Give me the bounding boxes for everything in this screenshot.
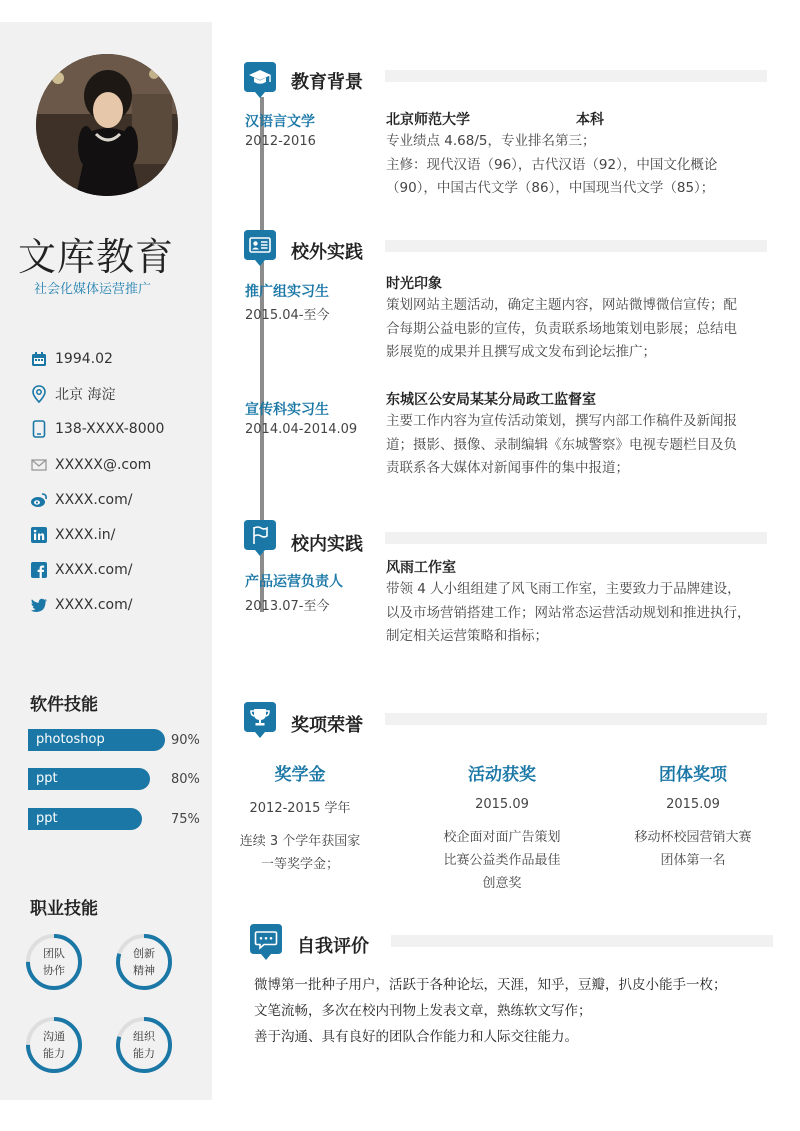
education-period: 2012-2016 [245, 134, 316, 149]
section-divider [391, 935, 773, 947]
contact-weibo [30, 489, 205, 511]
trophy-icon [244, 702, 276, 734]
facebook-icon [30, 561, 48, 579]
entry-position: 推广组实习生 [245, 284, 329, 300]
flag-icon [244, 520, 276, 552]
contact-text: 138-XXXX-8000 [55, 421, 165, 437]
skill-percent: 90% [171, 733, 200, 748]
entry-org: 风雨工作室 [386, 560, 456, 576]
text-line: 一等奖学金； [260, 857, 339, 872]
award-period: 2015.09 [475, 797, 529, 812]
ring-label: 创新 [133, 947, 155, 960]
candidate-name: 文库教育 [18, 235, 175, 279]
entry-position: 宣传科实习生 [245, 402, 329, 418]
ring-label: 团队 [43, 947, 65, 960]
contact-text: XXXX.in/ [55, 527, 116, 543]
ring-label: 精神 [133, 964, 155, 977]
entry-period: 2015.04-至今 [245, 308, 330, 323]
linkedin-icon [30, 526, 48, 544]
section-divider [385, 713, 767, 725]
section-divider [385, 70, 767, 82]
text-line: 影展览的成果并且撰写成文发布到论坛推广； [386, 344, 656, 360]
entry-details [386, 410, 737, 481]
skill-bar: photoshop [28, 729, 165, 751]
contact-text: 北京 海淀 [55, 387, 116, 403]
education-details [386, 130, 717, 201]
contact-text: XXXX.com/ [55, 492, 133, 508]
skill-ring [25, 1016, 83, 1074]
education-school: 北京师范大学 [386, 112, 470, 128]
award-period: 2015.09 [666, 797, 720, 812]
contact-linkedin [30, 524, 205, 546]
contact-email [30, 454, 205, 476]
ring-label: 能力 [133, 1047, 155, 1060]
contact-phone [30, 418, 205, 440]
section-title-external: 校外实践 [291, 242, 363, 263]
ring-label: 沟通 [43, 1030, 65, 1043]
ring-label: 协作 [43, 964, 65, 977]
award-desc [225, 830, 375, 876]
weibo-icon [30, 491, 48, 509]
sidebar [0, 22, 212, 1100]
twitter-icon [30, 596, 48, 614]
professional-skills-heading: 职业技能 [30, 899, 98, 919]
contact-text: 1994.02 [55, 351, 113, 367]
self-eval-text [254, 972, 727, 1050]
text-line: 道；摄影、摄像、录制编辑《东城警察》电视专题栏目及负 [386, 436, 737, 453]
contact-text: XXXXX@.com [55, 457, 152, 473]
entry-org: 时光印象 [386, 276, 442, 292]
text-line: 合每期公益电影的宣传，负责联系场地策划电影展；总结电 [386, 320, 737, 337]
skill-ring [25, 933, 83, 991]
skill-ring [115, 933, 173, 991]
mobile-phone-icon [30, 420, 48, 438]
ring-label: 组织 [133, 1030, 155, 1043]
text-line: 比赛公益类作品最佳 [443, 853, 561, 868]
text-line: 微博第一批种子用户，活跃于各种论坛，天涯，知乎，豆瓣，扒皮小能手一枚； [254, 977, 727, 993]
candidate-role: 社会化媒体运营推广 [34, 282, 152, 297]
calendar-icon [30, 350, 48, 368]
contact-birthdate [30, 348, 205, 370]
entry-details [386, 294, 737, 365]
award-item [225, 760, 375, 876]
contact-text: XXXX.com/ [55, 597, 133, 613]
software-skills-heading: 软件技能 [30, 695, 98, 715]
award-name: 活动获奖 [468, 765, 536, 785]
skill-percent: 80% [171, 772, 200, 787]
entry-position: 产品运营负责人 [245, 574, 343, 590]
entry-details [386, 578, 751, 649]
award-period: 2012-2015 学年 [249, 801, 351, 816]
text-line: 责联系各大媒体对新闻事件的集中报道； [386, 460, 629, 476]
contact-text: XXXX.com/ [55, 562, 133, 578]
id-card-icon [244, 230, 276, 262]
entry-period: 2013.07-至今 [245, 599, 330, 614]
text-line: 善于沟通、具有良好的团队合作能力和人际交往能力。 [254, 1029, 578, 1045]
skill-bar: ppt [28, 808, 142, 830]
award-item [427, 760, 577, 895]
section-title-awards: 奖项荣誉 [291, 715, 363, 736]
text-line: 策划网站主题活动，确定主题内容，网站微博微信宣传；配 [386, 297, 737, 313]
award-name: 奖学金 [274, 765, 326, 785]
skill-bar-row [28, 808, 208, 830]
text-line: （90），中国古代文学（86），中国现当代文学（85）； [386, 180, 715, 196]
ring-label: 能力 [43, 1047, 65, 1060]
section-title-self-eval: 自我评价 [297, 936, 369, 957]
entry-org: 东城区公安局某某分局政工监督室 [386, 392, 596, 408]
text-line: 连续 3 个学年获国家 [239, 834, 361, 849]
skill-ring [115, 1016, 173, 1074]
chat-bubble-icon [250, 924, 282, 956]
award-desc [427, 826, 577, 895]
section-title-education: 教育背景 [291, 72, 363, 93]
education-degree: 本科 [576, 112, 604, 128]
section-title-campus: 校内实践 [291, 534, 363, 555]
text-line: 以及市场营销搭建工作；网站常态运营活动规划和推进执行， [386, 604, 751, 621]
text-line: 制定相关运营策略和指标； [386, 628, 548, 644]
skill-bar: ppt [28, 768, 150, 790]
section-divider [385, 532, 767, 544]
text-line: 创意奖 [482, 876, 522, 891]
graduation-cap-icon [244, 62, 276, 94]
profile-photo [36, 54, 178, 196]
text-line: 文笔流畅，多次在校内刊物上发表文章，熟练软文写作； [254, 1003, 592, 1019]
envelope-icon [30, 456, 48, 474]
education-major: 汉语言文学 [245, 114, 315, 130]
skill-bar-row [28, 768, 208, 790]
contact-facebook [30, 559, 205, 581]
award-item [618, 760, 768, 872]
text-line: 主修：现代汉语（96），古代汉语（92），中国文化概论 [386, 156, 718, 173]
skill-percent: 75% [171, 812, 200, 827]
contact-twitter [30, 594, 205, 616]
section-divider [385, 240, 767, 252]
contact-location [30, 383, 205, 405]
skill-bar-row [28, 729, 208, 751]
award-desc [618, 826, 768, 872]
location-pin-icon [30, 385, 48, 403]
text-line: 专业绩点 4.68/5，专业排名第三； [386, 133, 596, 149]
text-line: 带领 4 人小组组建了风飞雨工作室，主要致力于品牌建设， [386, 581, 741, 597]
entry-period: 2014.04-2014.09 [245, 422, 358, 437]
text-line: 团体第一名 [660, 853, 726, 868]
text-line: 校企面对面广告策划 [443, 830, 561, 845]
text-line: 主要工作内容为宣传活动策划，撰写内部工作稿件及新闻报 [386, 413, 737, 429]
award-name: 团体奖项 [659, 765, 727, 785]
text-line: 移动杯校园营销大赛 [634, 830, 752, 845]
